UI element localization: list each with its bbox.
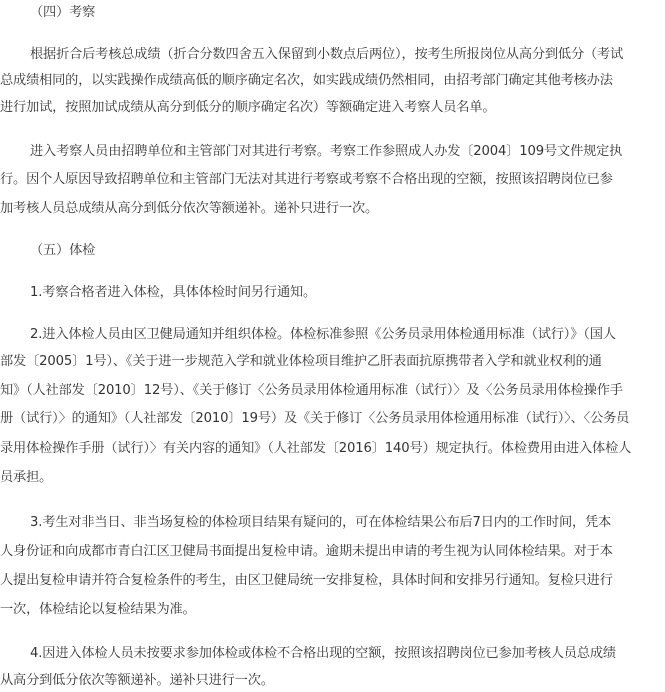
paragraph-line: 总成绩相同的，以实践操作成绩高低的顺序确定名次，如实践成绩仍然相同，由招考部门确定其他考核办法 <box>0 73 613 88</box>
paragraph-line: 从高分到低分依次等额递补。递补只进行一次。 <box>0 673 274 688</box>
paragraph-line: 1.考察合格者进入体检，具体体检时间另行通知。 <box>30 285 317 300</box>
paragraph-line: 一次，体检结论以复检结果为准。 <box>0 602 196 617</box>
paragraph-line: 加考核人员总成绩从高分到低分依次等额递补。递补只进行一次。 <box>0 201 379 216</box>
paragraph-line: 录用体检操作手册（试行）〉有关内容的通知》（人社部发〔2016〕140号）规定执行。体检费用由进入体检人 <box>0 441 632 456</box>
paragraph-line: 知》（人社部发〔2010〕12号）、《关于修订〈公务员录用体检通用标准（试行）〉及〈公务员录用体检操作手 <box>0 383 623 398</box>
paragraph-line: 人提出复检申请并符合复检条件的考生，由区卫健局统一安排复检，具体时间和安排另行通知。复检只进行 <box>0 573 613 588</box>
paragraph-line: 2.进入体检人员由区卫健局通知并组织体检。体检标准参照《公务员录用体检通用标准（试行）》（国人 <box>30 327 616 342</box>
paragraph-line: 部发〔2005〕1号）、《关于进一步规范入学和就业体检项目维护乙肝表面抗原携带者入学和就业权利的通 <box>0 354 602 369</box>
paragraph-line: 行。因个人原因导致招聘单位和主管部门无法对其进行考察或考察不合格出现的空额，按照该招聘岗位已参 <box>0 172 613 187</box>
section-heading-inspection: （四）考察 <box>30 5 96 20</box>
paragraph-line: 人身份证和向成都市青白江区卫健局书面提出复检申请。逾期未提出申请的考生视为认同体检结果。对于本 <box>0 544 613 559</box>
paragraph-line: 册（试行）〉的通知》（人社部发〔2010〕19号）及《关于修订〈公务员录用体检通用标准（试行）〉、〈公务员 <box>0 411 630 426</box>
section-heading-physical-exam: （五）体检 <box>30 243 96 258</box>
paragraph-line: 进行加试，按照加试成绩从高分到低分的顺序确定名次）等额确定进入考察人员名单。 <box>0 100 496 115</box>
paragraph-line: 进入考察人员由招聘单位和主管部门对其进行考察。考察工作参照成人办发〔2004〕109号文件规定执 <box>30 144 623 159</box>
paragraph-line: 4.因进入体检人员未按要求参加体检或体检不合格出现的空额，按照该招聘岗位已参加考核人员总成绩 <box>30 646 616 661</box>
paragraph-line: 3.考生对非当日、非当场复检的体检项目结果有疑问的，可在体检结果公布后7日内的工作时间，凭本 <box>30 515 612 530</box>
paragraph-line: 员承担。 <box>0 470 53 485</box>
paragraph-line: 根据折合后考核总成绩（折合分数四舍五入保留到小数点后两位），按考生所报岗位从高分到低分（考试 <box>30 47 624 62</box>
